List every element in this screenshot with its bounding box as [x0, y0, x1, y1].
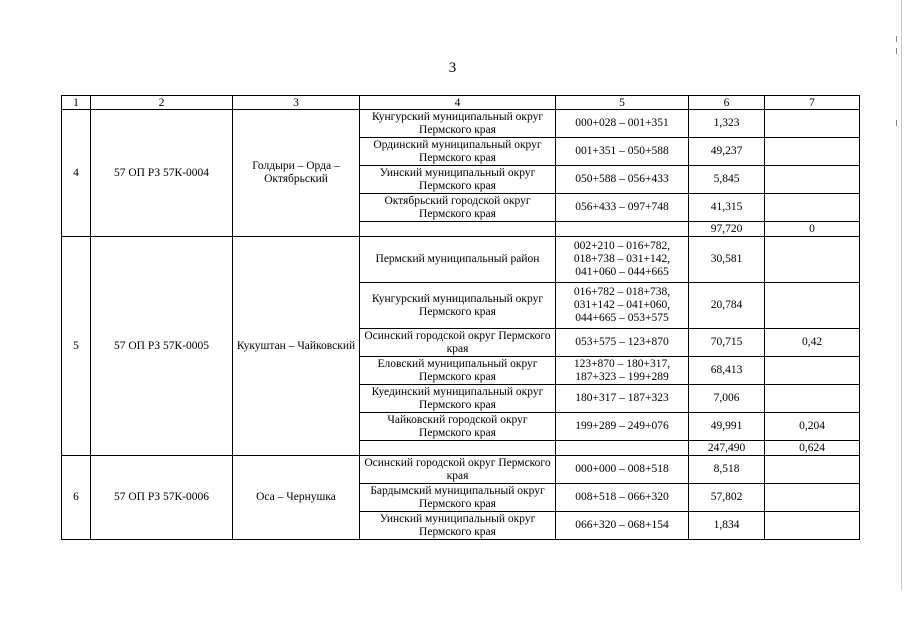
length-cell: 7,006: [689, 385, 765, 413]
km-cell: 008+518 – 066+320: [556, 484, 689, 512]
extra-cell: [765, 385, 860, 413]
length-cell: 30,581: [689, 237, 765, 283]
road-number: 4: [62, 110, 91, 237]
district-cell: Ординский муниципальный округ Пермского края: [360, 138, 556, 166]
road-code: 57 ОП РЗ 57К-0006: [91, 456, 233, 540]
extra-cell: 0,42: [765, 329, 860, 357]
extra-cell: [765, 237, 860, 283]
km-cell: 000+000 – 008+518: [556, 456, 689, 484]
km-cell: 180+317 – 187+323: [556, 385, 689, 413]
road-code: 57 ОП РЗ 57К-0005: [91, 237, 233, 456]
district-cell: Пермский муниципальный район: [360, 237, 556, 283]
column-header: 3: [233, 96, 360, 110]
district-cell: [360, 441, 556, 456]
length-cell: 49,237: [689, 138, 765, 166]
column-header: 7: [765, 96, 860, 110]
column-header: 4: [360, 96, 556, 110]
district-cell: Кунгурский муниципальный округ Пермского края: [360, 283, 556, 329]
road-name: Кукуштан – Чайковский: [233, 237, 360, 456]
km-cell: 123+870 – 180+317, 187+323 – 199+289: [556, 357, 689, 385]
roads-table: [61, 95, 860, 540]
km-cell: 001+351 – 050+588: [556, 138, 689, 166]
district-cell: Еловский муниципальный округ Пермского края: [360, 357, 556, 385]
road-name: Голдыри – Орда – Октябрьский: [233, 110, 360, 237]
km-cell: [556, 441, 689, 456]
length-cell: 20,784: [689, 283, 765, 329]
length-cell: 5,845: [689, 166, 765, 194]
km-cell: 056+433 – 097+748: [556, 194, 689, 222]
km-cell: 016+782 – 018+738, 031+142 – 041+060, 044+665 – 053+575: [556, 283, 689, 329]
column-header: 1: [62, 96, 91, 110]
length-cell: 1,323: [689, 110, 765, 138]
km-cell: [556, 222, 689, 237]
road-code: 57 ОП РЗ 57К-0004: [91, 110, 233, 237]
length-cell: 8,518: [689, 456, 765, 484]
total-extra-cell: 0: [765, 222, 860, 237]
length-cell: 70,715: [689, 329, 765, 357]
extra-cell: [765, 357, 860, 385]
page-edge-mark: [896, 36, 897, 42]
extra-cell: [765, 456, 860, 484]
length-cell: 57,802: [689, 484, 765, 512]
page-edge-shadow: [901, 0, 902, 590]
total-length-cell: 247,490: [689, 441, 765, 456]
district-cell: [360, 222, 556, 237]
column-header: 5: [556, 96, 689, 110]
extra-cell: 0,204: [765, 413, 860, 441]
km-cell: 002+210 – 016+782, 018+738 – 031+142, 041+060 – 044+665: [556, 237, 689, 283]
district-cell: Осинский городской округ Пермского края: [360, 456, 556, 484]
page-number: 3: [448, 60, 457, 76]
column-header: 2: [91, 96, 233, 110]
km-cell: 199+289 – 249+076: [556, 413, 689, 441]
district-cell: Октябрьский городской округ Пермского края: [360, 194, 556, 222]
extra-cell: [765, 166, 860, 194]
km-cell: 066+320 – 068+154: [556, 512, 689, 540]
length-cell: 1,834: [689, 512, 765, 540]
extra-cell: [765, 512, 860, 540]
extra-cell: [765, 194, 860, 222]
total-extra-cell: 0,624: [765, 441, 860, 456]
length-cell: 41,315: [689, 194, 765, 222]
extra-cell: [765, 110, 860, 138]
road-number: 5: [62, 237, 91, 456]
km-cell: 050+588 – 056+433: [556, 166, 689, 194]
header-row: [62, 96, 860, 110]
table-row: [62, 110, 860, 138]
km-cell: 000+028 – 001+351: [556, 110, 689, 138]
table-row: [62, 237, 860, 283]
district-cell: Куединский муниципальный округ Пермского края: [360, 385, 556, 413]
column-header: 6: [689, 96, 765, 110]
district-cell: Кунгурский муниципальный округ Пермского края: [360, 110, 556, 138]
length-cell: 68,413: [689, 357, 765, 385]
km-cell: 053+575 – 123+870: [556, 329, 689, 357]
extra-cell: [765, 138, 860, 166]
district-cell: Осинский городской округ Пермского края: [360, 329, 556, 357]
district-cell: Уинский муниципальный округ Пермского края: [360, 166, 556, 194]
road-name: Оса – Чернушка: [233, 456, 360, 540]
road-number: 6: [62, 456, 91, 540]
district-cell: Чайковский городской округ Пермского края: [360, 413, 556, 441]
district-cell: Уинский муниципальный округ Пермского края: [360, 512, 556, 540]
extra-cell: [765, 484, 860, 512]
district-cell: Бардымский муниципальный округ Пермского края: [360, 484, 556, 512]
table-row: [62, 456, 860, 484]
total-length-cell: 97,720: [689, 222, 765, 237]
extra-cell: [765, 283, 860, 329]
page-edge-mark: [896, 120, 897, 126]
length-cell: 49,991: [689, 413, 765, 441]
page-edge-mark: [896, 48, 897, 54]
